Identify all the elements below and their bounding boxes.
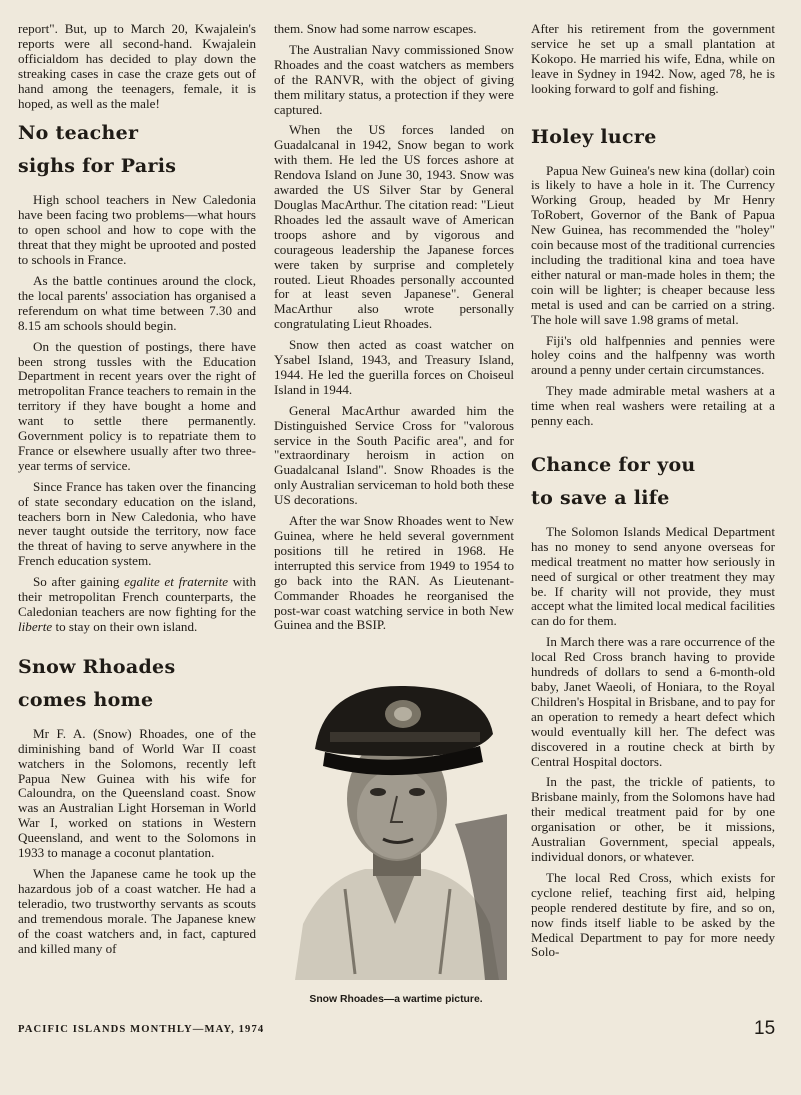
article-paragraph (18, 575, 256, 635)
article-paragraph: Since France has taken over the financing of state secondary education on the island, teachers born in New Caledonia, who have never taught outside the territory, now face the threat of having to serve anywhere in the French education system. (18, 478, 256, 569)
article-paragraph: After his retirement from the government service he set up a small plantation at Kokopo. He married his wife, Edna, while on leave in Sydney in 1942. Now, aged 78, he is looking forward to golf and fishing. (531, 21, 775, 96)
headline-snow-rhoades (18, 651, 256, 717)
article-paragraph: After the war Snow Rhoades went to New Guinea, where he held several government positions till he retired in 1968. He interrupted this service from 1949 to 1954 to go back into the RAN. As Lieutenant-Commander Rhoades he reorganised the post-war coast watching service in both New Guinea and the BSIP. (274, 513, 514, 633)
text-run: to stay on their own island. (52, 618, 198, 634)
text-run: So after gaining (33, 574, 125, 590)
article-paragraph: As the battle continues around the clock, the local parents' association has organised a referendum on what time between 7.30 and 8.15 am schools should begin. (18, 272, 256, 333)
article-paragraph: Snow then acted as coast watcher on Ysabel Island, 1943, and Treasury Island, 1944. He led the guerilla forces on Choiseul Island in 1944. (274, 337, 514, 397)
article-paragraph: When the Japanese came he took up the hazardous job of a coast watcher. He had a teleradio, two trustworthy servants as scouts and tremendous morale. The Japanese knew of the coast watchers and, in fact, captured and killed many of (18, 865, 256, 956)
column-3 (531, 22, 775, 966)
article-paragraph: report". But, up to March 20, Kwajalein's reports were all second-hand. Kwajalein officialdom has decided to play down the streaking cases in case the craze gets out of hand among the teenagers, female, it is hoped, as well as the male! (18, 21, 256, 111)
page-number: 15 (754, 1018, 776, 1039)
headline-no-teacher (18, 117, 256, 183)
article-paragraph: Fiji's old halfpennies and pennies were holey coins and the halfpenny was worth around a penny under certain circumstances. (531, 332, 775, 378)
text-run: with their metropolitan French counterparts, the Caledonian teachers are now fighting for the (18, 574, 256, 619)
article-paragraph: High school teachers in New Caledonia have been facing two problems—what hours to open school and how to cope with the threat that they might be uprooted and posted to schools in France. (18, 192, 256, 268)
article-paragraph: Papua New Guinea's new kina (dollar) coin is likely to have a hole in it. The Currency Working Group, headed by Mr Henry ToRobert, Governor of the Bank of Papua New Guinea, has recommended the "holey" coin because most of the traditional currencies including the traditional kina and toea have either natural or man-made holes in them; the coin will be lighter; is cheaper because less metal is used and can be carried on a string. The hole will save 1.98 grams of metal. (531, 162, 775, 327)
publication-footer: PACIFIC ISLANDS MONTHLY—MAY, 1974 (18, 1024, 265, 1035)
headline-line: Snow Rhoades (18, 655, 176, 678)
article-paragraph: The Solomon Islands Medical Department has no money to send anyone overseas for medical treatment no matter how seriously in need of surgical or other treatment they may be. If charity will not provide, they must accept what the limited local medical facilities can do for them. (531, 523, 775, 629)
photo-caption: Snow Rhoades—a wartime picture. (309, 994, 483, 1005)
portrait-image (285, 674, 507, 980)
headline-holey-lucre (531, 121, 775, 154)
article-paragraph: On the question of postings, there have been strong tussles with the Education Department in recent years over the right of metropolitan France teachers to remain in the territory if they have bought a home and want to settle there permanently. Government policy is to repatriate them to France or elsewhere usually after two three-year terms of service. (18, 338, 256, 473)
article-paragraph: Mr F. A. (Snow) Rhoades, one of the diminishing band of World War II coast watchers in the Solomons, recently left Papua New Guinea with his wife for Caloundra, on the Queensland coast. Snow was an Australian Light Horseman in World War I, worked on stations in Western Queensland, and went to the Solomons in 1933 to manage a coconut plantation. (18, 725, 256, 861)
column-1 (18, 22, 256, 962)
headline-line: Chance for you (531, 453, 696, 476)
headline-line: Holey lucre (531, 125, 657, 148)
article-paragraph: them. Snow had some narrow escapes. (274, 21, 477, 36)
article-paragraph: In the past, the trickle of patients, to Brisbane mainly, from the Solomons have had their medical treatment paid for by one organisation or other, be it missions, Australian Government, special appeals, individual donors, or whatever. (531, 774, 775, 864)
article-paragraph: When the US forces landed on Guadalcanal in 1942, Snow began to work with them. He led the US forces ashore at Rendova Island on June 30, 1943. Snow was awarded the US Silver Star by General Douglas MacArthur. The citation read: "Lieut Rhoades led the assault wave of American troops ashore and by vigorous and courageous leadership the Japanese forces were taken by surprise and completely routed. Lieut Rhoades personally accounted for at least seven Japanese". General MacArthur also wrote personally congratulating Lieut Rhoades. (274, 122, 514, 332)
article-paragraph: The Australian Navy commissioned Snow Rhoades and the coast watchers as members of the RANVR, with the object of giving them military status, a protection if they were captured. (274, 41, 514, 117)
article-paragraph: General MacArthur awarded him the Distinguished Service Cross for "valorous service in the South Pacific area", and for "extraordinary heroism in action on Guadalcanal Island". Snow Rhoades is the only Australian serviceman to hold both these US decorations. (274, 402, 515, 508)
headline-line: No teacher (18, 122, 139, 145)
portrait-photo (285, 674, 507, 980)
column-2 (274, 22, 514, 639)
headline-line: to save a life (531, 486, 670, 509)
italic-text: liberte (18, 618, 53, 634)
article-paragraph: In March there was a rare occurrence of the local Red Cross branch having to provide hundreds of dollars to send a 6-month-old baby, Janet Waeoli, of Honiara, to the Royal Children's Hospital in Brisbane, and to pay for an operation to remedy a heart defect which would eventually kill her. The defect was discovered in a routine check at birth by Central Hospital doctors. (531, 634, 775, 769)
article-paragraph: The local Red Cross, which exists for cyclone relief, teaching first aid, helping people rendered destitute by fire, and so on, now finds itself liable to be asked by the Medical Department to pay for more needy Solo- (531, 869, 775, 960)
italic-text: egalite et fraternite (124, 574, 229, 590)
article-paragraph: They made admirable metal washers at a time when real washers were retailing at a penny each. (531, 383, 775, 429)
headline-line: comes home (18, 688, 154, 711)
headline-line: sighs for Paris (18, 155, 177, 178)
headline-chance-for-you (531, 449, 775, 515)
